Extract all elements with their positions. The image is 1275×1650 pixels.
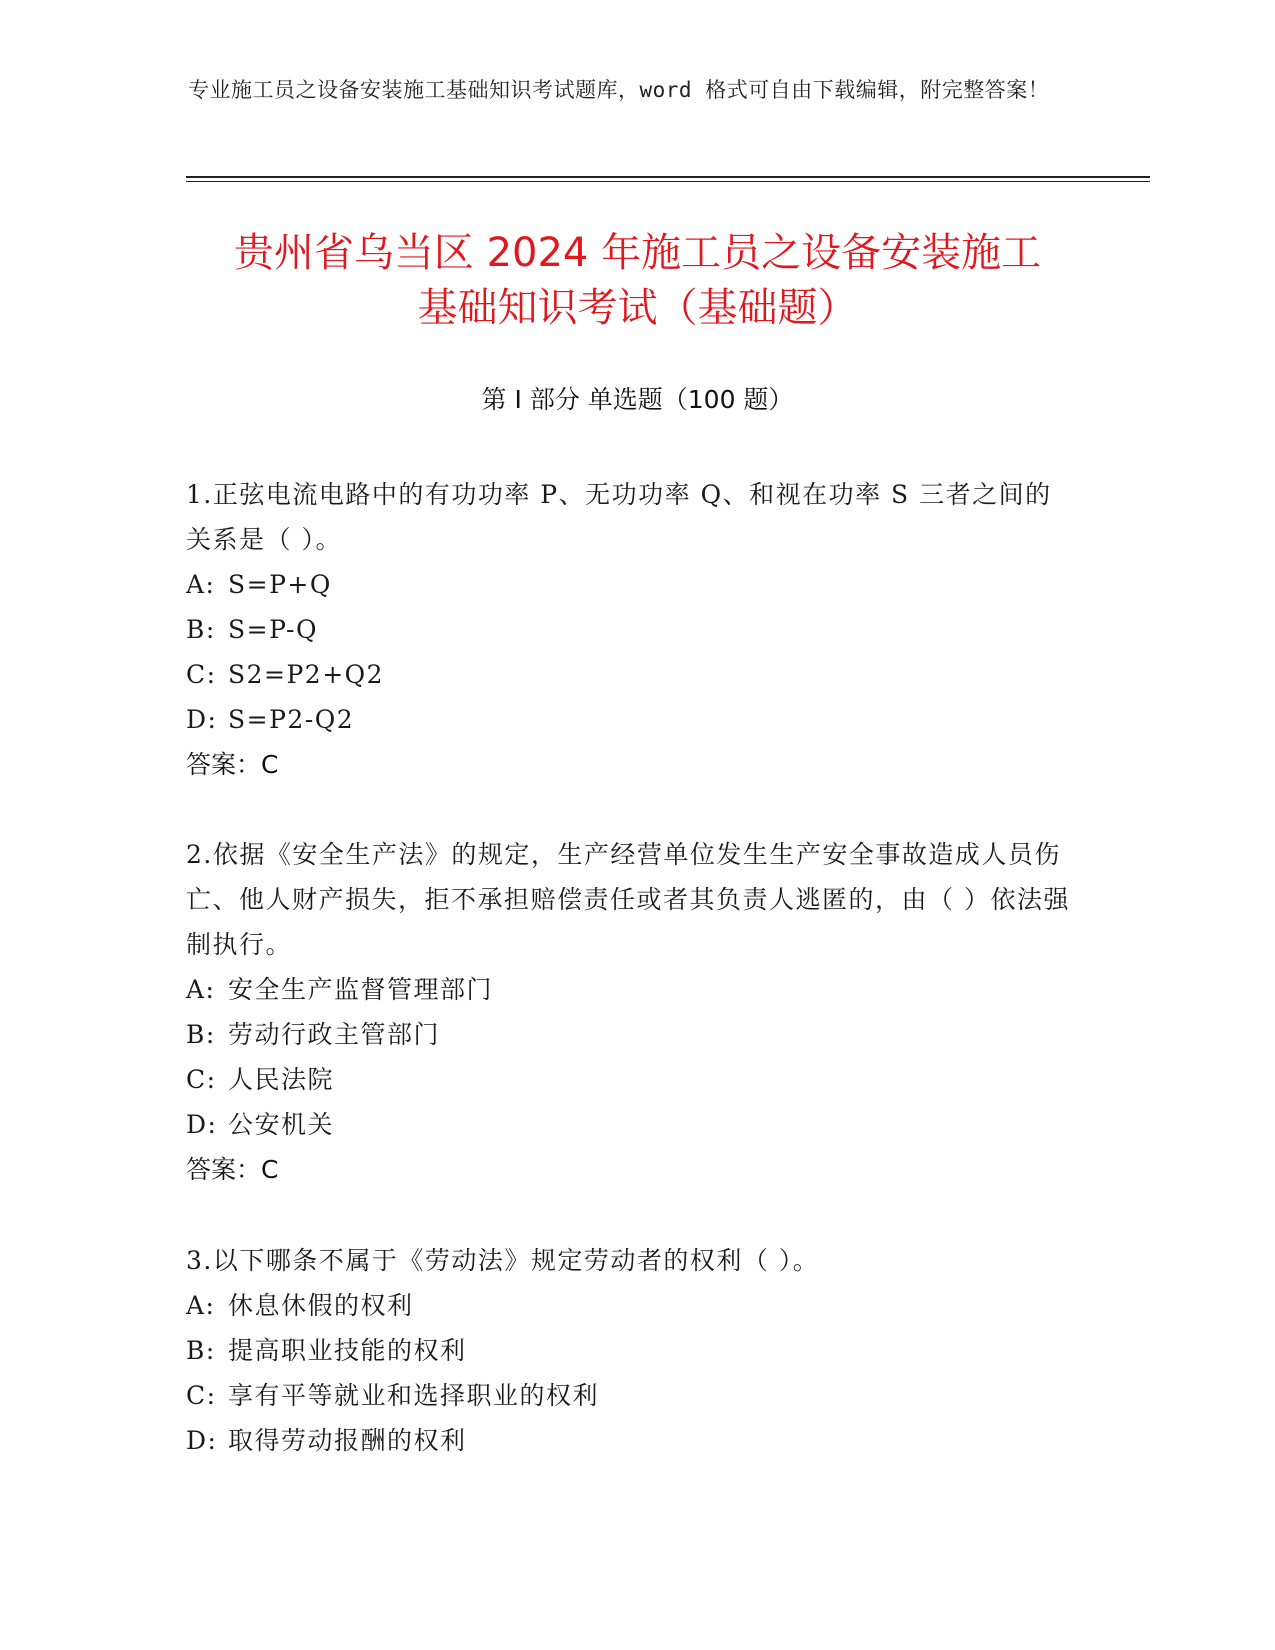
question-2 bbox=[186, 832, 1076, 1192]
option-d bbox=[186, 697, 1076, 742]
option-text: S2=P2+Q2 bbox=[228, 660, 385, 689]
document-title-line-2: 基础知识考试（基础题） bbox=[417, 285, 858, 331]
option-c bbox=[186, 652, 1076, 697]
option-key: C: bbox=[186, 1065, 217, 1094]
option-text: 取得劳动报酬的权利 bbox=[228, 1426, 467, 1455]
option-text: 人民法院 bbox=[228, 1065, 335, 1094]
option-text: S=P+Q bbox=[228, 570, 332, 599]
option-b bbox=[186, 607, 1076, 652]
option-key: D: bbox=[186, 1426, 218, 1455]
section-title: 第 I 部分 单选题（100 题） bbox=[481, 385, 794, 414]
option-text: 提高职业技能的权利 bbox=[228, 1336, 467, 1365]
question-stem: 1.正弦电流电路中的有功功率 P、无功功率 Q、和视在功率 S 三者之间的关系是（ ）。 bbox=[186, 480, 1052, 554]
option-text: S=P-Q bbox=[228, 615, 318, 644]
answer-label: 答案：C bbox=[186, 1155, 279, 1184]
option-key: D: bbox=[186, 1110, 218, 1139]
option-a bbox=[186, 562, 1076, 607]
option-key: C: bbox=[186, 1381, 217, 1410]
option-text: 安全生产监督管理部门 bbox=[228, 975, 494, 1004]
document-title-line-1: 贵州省乌当区 2024 年施工员之设备安装施工 bbox=[233, 230, 1042, 276]
option-text: S=P2-Q2 bbox=[228, 705, 355, 734]
option-key: C: bbox=[186, 660, 217, 689]
option-text: 公安机关 bbox=[228, 1110, 335, 1139]
answer-label: 答案：C bbox=[186, 750, 279, 779]
option-b bbox=[186, 1012, 1076, 1057]
option-key: B: bbox=[186, 1020, 216, 1049]
header-divider-thin bbox=[186, 181, 1150, 182]
option-text: 劳动行政主管部门 bbox=[228, 1020, 441, 1049]
option-d bbox=[186, 1102, 1076, 1147]
option-key: B: bbox=[186, 1336, 216, 1365]
option-c bbox=[186, 1057, 1076, 1102]
option-key: A: bbox=[186, 975, 216, 1004]
option-a bbox=[186, 967, 1076, 1012]
document-title bbox=[170, 226, 1105, 336]
option-a bbox=[186, 1283, 1076, 1328]
question-stem: 2.依据《安全生产法》的规定，生产经营单位发生生产安全事故造成人员伤亡、他人财产损失，拒不承担赔偿责任或者其负责人逃匿的，由（ ）依法强制执行。 bbox=[186, 840, 1070, 959]
header-note: 专业施工员之设备安装施工基础知识考试题库，word 格式可自由下载编辑，附完整答案！ bbox=[188, 78, 1050, 102]
option-c bbox=[186, 1373, 1076, 1418]
question-1 bbox=[186, 472, 1076, 787]
option-key: A: bbox=[186, 570, 216, 599]
option-b bbox=[186, 1328, 1076, 1373]
question-stem: 3.以下哪条不属于《劳动法》规定劳动者的权利（ ）。 bbox=[186, 1246, 820, 1275]
option-key: A: bbox=[186, 1291, 216, 1320]
option-d bbox=[186, 1418, 1076, 1463]
option-text: 享有平等就业和选择职业的权利 bbox=[228, 1381, 600, 1410]
header-divider-thick bbox=[186, 176, 1150, 178]
question-3 bbox=[186, 1238, 1076, 1463]
option-text: 休息休假的权利 bbox=[228, 1291, 414, 1320]
option-key: B: bbox=[186, 615, 216, 644]
option-key: D: bbox=[186, 705, 218, 734]
